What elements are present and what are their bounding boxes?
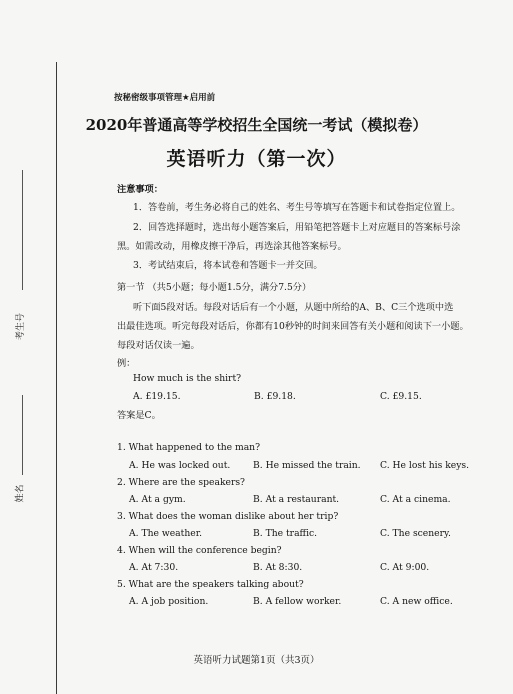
example-answer: 答案是C。 xyxy=(117,410,161,421)
directions-line: 听下面5段对话。每段对话后有一个小题，从题中所给的A、B、C三个选项中选 xyxy=(133,302,454,313)
question-option: A. At a gym. xyxy=(129,494,186,505)
question-text: 4. When will the conference begin? xyxy=(117,545,282,556)
section-heading: 第一节 （共5小题；每小题1.5分，满分7.5分） xyxy=(117,282,312,293)
question-option: A. He was locked out. xyxy=(129,460,231,471)
example-option-c: C. £9.15. xyxy=(380,391,422,402)
instruction-line: 1．答卷前，考生务必将自己的姓名、考生号等填写在答题卡和试卷指定位置上。 xyxy=(133,202,461,213)
instruction-line: 3．考试结束后，将本试卷和答题卡一并交回。 xyxy=(133,260,323,271)
question-option: B. He missed the train. xyxy=(253,460,361,471)
question-text: 5. What are the speakers talking about? xyxy=(117,579,304,590)
question-text: 2. Where are the speakers? xyxy=(117,477,245,488)
exam-subtitle: 英语听力（第一次） xyxy=(166,148,347,170)
instruction-line: 黑。如需改动，用橡皮擦干净后，再选涂其他答案标号。 xyxy=(117,241,347,252)
example-option-a: A. £19.15. xyxy=(133,391,181,402)
page-footer: 英语听力试题第1页（共3页） xyxy=(193,655,320,666)
directions-line: 出最佳选项。听完每段对话后，你都有10秒钟的时间来回答有关小题和阅读下一小题。 xyxy=(117,321,469,332)
example-label: 例： xyxy=(117,358,136,369)
directions-line: 每段对话仅读一遍。 xyxy=(117,340,200,351)
question-text: 1. What happened to the man? xyxy=(117,442,261,453)
question-option: B. The traffic. xyxy=(253,528,318,539)
confidential-notice: 按秘密级事项管理★启用前 xyxy=(114,93,216,103)
exam-number-label: 考生号 xyxy=(16,312,27,341)
question-option: B. A fellow worker. xyxy=(253,596,342,607)
question-option: A. At 7:30. xyxy=(129,562,179,573)
instruction-line: 2．回答选择题时，选出每小题答案后，用铅笔把答题卡上对应题目的答案标号涂 xyxy=(133,222,461,233)
question-option: B. At a restaurant. xyxy=(253,494,340,505)
question-option: A. A job position. xyxy=(129,596,209,607)
instructions-heading: 注意事项： xyxy=(117,184,163,195)
question-option: C. A new office. xyxy=(380,596,453,607)
question-option: C. He lost his keys. xyxy=(380,460,470,471)
question-option: C. At 9:00. xyxy=(380,562,430,573)
question-text: 3. What does the woman dislike about her trip? xyxy=(117,511,339,522)
example-option-b: B. £9.18. xyxy=(254,391,296,402)
example-question: How much is the shirt? xyxy=(133,373,242,384)
name-rule xyxy=(22,395,23,475)
exam-number-rule xyxy=(22,170,23,290)
question-option: A. The weather. xyxy=(129,528,203,539)
exam-title: 2020年普通高等学校招生全国统一考试（模拟卷） xyxy=(85,116,428,134)
question-option: C. At a cinema. xyxy=(380,494,451,505)
name-label: 姓名 xyxy=(15,484,26,503)
question-option: C. The scenery. xyxy=(380,528,451,539)
question-option: B. At 8:30. xyxy=(253,562,303,573)
